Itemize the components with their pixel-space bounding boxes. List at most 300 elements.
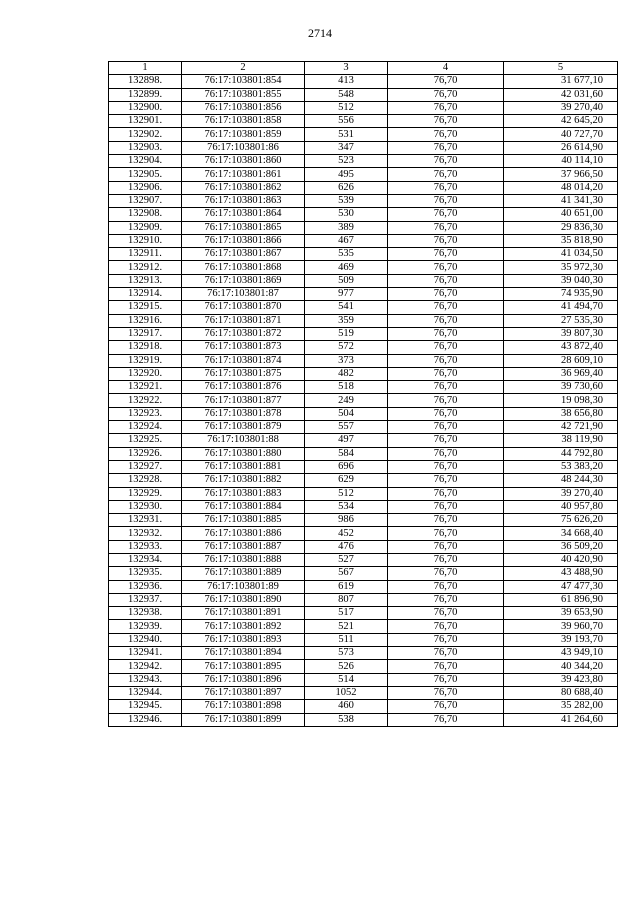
amount-cell: 39 423,80	[504, 673, 618, 686]
cadastral-number-cell: 76:17:103801:871	[182, 314, 305, 327]
rate-cell: 76,70	[388, 607, 504, 620]
table-body	[109, 75, 618, 727]
column-header-3: 3	[305, 62, 388, 75]
cadastral-number-cell: 76:17:103801:855	[182, 88, 305, 101]
area-cell: 629	[305, 474, 388, 487]
table-row	[109, 327, 618, 340]
table-row	[109, 487, 618, 500]
header-row	[109, 62, 618, 75]
area-cell: 531	[305, 128, 388, 141]
cadastral-number-cell: 76:17:103801:864	[182, 208, 305, 221]
rate-cell: 76,70	[388, 647, 504, 660]
row-number-cell: 132946.	[109, 713, 182, 726]
row-number-cell: 132930.	[109, 500, 182, 513]
amount-cell: 28 609,10	[504, 354, 618, 367]
row-number-cell: 132918.	[109, 341, 182, 354]
table-row	[109, 128, 618, 141]
amount-cell: 38 656,80	[504, 407, 618, 420]
area-cell: 512	[305, 487, 388, 500]
rate-cell: 76,70	[388, 168, 504, 181]
row-number-cell: 132942.	[109, 660, 182, 673]
cadastral-number-cell: 76:17:103801:854	[182, 75, 305, 88]
cadastral-number-cell: 76:17:103801:897	[182, 686, 305, 699]
rate-cell: 76,70	[388, 567, 504, 580]
amount-cell: 39 960,70	[504, 620, 618, 633]
table-row	[109, 314, 618, 327]
rate-cell: 76,70	[388, 686, 504, 699]
cadastral-number-cell: 76:17:103801:890	[182, 593, 305, 606]
amount-cell: 29 836,30	[504, 221, 618, 234]
cadastral-number-cell: 76:17:103801:895	[182, 660, 305, 673]
cadastral-number-cell: 76:17:103801:892	[182, 620, 305, 633]
rate-cell: 76,70	[388, 500, 504, 513]
rate-cell: 76,70	[388, 261, 504, 274]
column-header-1: 1	[109, 62, 182, 75]
rate-cell: 76,70	[388, 434, 504, 447]
rate-cell: 76,70	[388, 633, 504, 646]
cadastral-number-cell: 76:17:103801:872	[182, 327, 305, 340]
cadastral-number-cell: 76:17:103801:880	[182, 447, 305, 460]
amount-cell: 40 651,00	[504, 208, 618, 221]
rate-cell: 76,70	[388, 660, 504, 673]
amount-cell: 41 341,30	[504, 194, 618, 207]
cadastral-number-cell: 76:17:103801:868	[182, 261, 305, 274]
area-cell: 518	[305, 381, 388, 394]
rate-cell: 76,70	[388, 713, 504, 726]
cadastral-number-cell: 76:17:103801:889	[182, 567, 305, 580]
row-number-cell: 132916.	[109, 314, 182, 327]
area-cell: 584	[305, 447, 388, 460]
column-header-4: 4	[388, 62, 504, 75]
table-row	[109, 234, 618, 247]
row-number-cell: 132913.	[109, 274, 182, 287]
rate-cell: 76,70	[388, 394, 504, 407]
cadastral-number-cell: 76:17:103801:862	[182, 181, 305, 194]
amount-cell: 39 807,30	[504, 327, 618, 340]
amount-cell: 48 014,20	[504, 181, 618, 194]
row-number-cell: 132902.	[109, 128, 182, 141]
amount-cell: 40 114,10	[504, 155, 618, 168]
amount-cell: 74 935,90	[504, 288, 618, 301]
amount-cell: 39 040,30	[504, 274, 618, 287]
amount-cell: 39 270,40	[504, 487, 618, 500]
cadastral-number-cell: 76:17:103801:878	[182, 407, 305, 420]
area-cell: 626	[305, 181, 388, 194]
rate-cell: 76,70	[388, 234, 504, 247]
table-row	[109, 248, 618, 261]
rate-cell: 76,70	[388, 327, 504, 340]
table-row	[109, 261, 618, 274]
table-row	[109, 181, 618, 194]
row-number-cell: 132932.	[109, 527, 182, 540]
table-row	[109, 540, 618, 553]
rate-cell: 76,70	[388, 527, 504, 540]
cadastral-number-cell: 76:17:103801:881	[182, 460, 305, 473]
area-cell: 573	[305, 647, 388, 660]
amount-cell: 37 966,50	[504, 168, 618, 181]
area-cell: 548	[305, 88, 388, 101]
table-row	[109, 221, 618, 234]
area-cell: 556	[305, 115, 388, 128]
area-cell: 460	[305, 700, 388, 713]
table-row	[109, 460, 618, 473]
table-row	[109, 686, 618, 699]
cadastral-number-cell: 76:17:103801:888	[182, 553, 305, 566]
cadastral-number-cell: 76:17:103801:893	[182, 633, 305, 646]
cadastral-number-cell: 76:17:103801:899	[182, 713, 305, 726]
rate-cell: 76,70	[388, 580, 504, 593]
table-row	[109, 647, 618, 660]
row-number-cell: 132899.	[109, 88, 182, 101]
rate-cell: 76,70	[388, 673, 504, 686]
area-cell: 527	[305, 553, 388, 566]
rate-cell: 76,70	[388, 194, 504, 207]
amount-cell: 35 282,00	[504, 700, 618, 713]
row-number-cell: 132917.	[109, 327, 182, 340]
rate-cell: 76,70	[388, 301, 504, 314]
row-number-cell: 132915.	[109, 301, 182, 314]
table-row	[109, 527, 618, 540]
cadastral-number-cell: 76:17:103801:869	[182, 274, 305, 287]
cadastral-number-cell: 76:17:103801:879	[182, 421, 305, 434]
area-cell: 495	[305, 168, 388, 181]
row-number-cell: 132914.	[109, 288, 182, 301]
row-number-cell: 132919.	[109, 354, 182, 367]
rate-cell: 76,70	[388, 421, 504, 434]
cadastral-number-cell: 76:17:103801:887	[182, 540, 305, 553]
area-cell: 619	[305, 580, 388, 593]
table-row	[109, 434, 618, 447]
area-cell: 557	[305, 421, 388, 434]
table-row	[109, 194, 618, 207]
page-number: 2714	[308, 26, 332, 40]
amount-cell: 39 193,70	[504, 633, 618, 646]
table-row	[109, 447, 618, 460]
area-cell: 514	[305, 673, 388, 686]
area-cell: 521	[305, 620, 388, 633]
area-cell: 359	[305, 314, 388, 327]
row-number-cell: 132908.	[109, 208, 182, 221]
table-row	[109, 208, 618, 221]
area-cell: 347	[305, 141, 388, 154]
row-number-cell: 132912.	[109, 261, 182, 274]
rate-cell: 76,70	[388, 274, 504, 287]
data-table	[108, 61, 618, 727]
cadastral-number-cell: 76:17:103801:876	[182, 381, 305, 394]
row-number-cell: 132934.	[109, 553, 182, 566]
rate-cell: 76,70	[388, 208, 504, 221]
amount-cell: 36 969,40	[504, 367, 618, 380]
cadastral-number-cell: 76:17:103801:885	[182, 514, 305, 527]
rate-cell: 76,70	[388, 155, 504, 168]
column-header-2: 2	[182, 62, 305, 75]
amount-cell: 38 119,90	[504, 434, 618, 447]
rate-cell: 76,70	[388, 381, 504, 394]
area-cell: 476	[305, 540, 388, 553]
column-header-5: 5	[504, 62, 618, 75]
table-row	[109, 620, 618, 633]
amount-cell: 26 614,90	[504, 141, 618, 154]
row-number-cell: 132924.	[109, 421, 182, 434]
amount-cell: 40 727,70	[504, 128, 618, 141]
amount-cell: 35 972,30	[504, 261, 618, 274]
rate-cell: 76,70	[388, 593, 504, 606]
area-cell: 986	[305, 514, 388, 527]
table-row	[109, 288, 618, 301]
table-row	[109, 274, 618, 287]
cadastral-number-cell: 76:17:103801:856	[182, 101, 305, 114]
amount-cell: 44 792,80	[504, 447, 618, 460]
rate-cell: 76,70	[388, 514, 504, 527]
area-cell: 517	[305, 607, 388, 620]
rate-cell: 76,70	[388, 620, 504, 633]
area-cell: 452	[305, 527, 388, 540]
table-row	[109, 141, 618, 154]
rate-cell: 76,70	[388, 487, 504, 500]
table-row	[109, 101, 618, 114]
cadastral-number-cell: 76:17:103801:886	[182, 527, 305, 540]
row-number-cell: 132900.	[109, 101, 182, 114]
cadastral-number-cell: 76:17:103801:884	[182, 500, 305, 513]
amount-cell: 40 344,20	[504, 660, 618, 673]
cadastral-number-cell: 76:17:103801:88	[182, 434, 305, 447]
area-cell: 530	[305, 208, 388, 221]
amount-cell: 39 270,40	[504, 101, 618, 114]
rate-cell: 76,70	[388, 288, 504, 301]
amount-cell: 41 034,50	[504, 248, 618, 261]
area-cell: 512	[305, 101, 388, 114]
table-row	[109, 168, 618, 181]
rate-cell: 76,70	[388, 115, 504, 128]
table-row	[109, 381, 618, 394]
cadastral-number-cell: 76:17:103801:861	[182, 168, 305, 181]
row-number-cell: 132938.	[109, 607, 182, 620]
table-row	[109, 155, 618, 168]
cadastral-number-cell: 76:17:103801:898	[182, 700, 305, 713]
cadastral-number-cell: 76:17:103801:870	[182, 301, 305, 314]
row-number-cell: 132945.	[109, 700, 182, 713]
row-number-cell: 132921.	[109, 381, 182, 394]
table-row	[109, 567, 618, 580]
table-header	[109, 62, 618, 75]
table-row	[109, 115, 618, 128]
rate-cell: 76,70	[388, 141, 504, 154]
amount-cell: 80 688,40	[504, 686, 618, 699]
amount-cell: 43 488,90	[504, 567, 618, 580]
rate-cell: 76,70	[388, 474, 504, 487]
amount-cell: 27 535,30	[504, 314, 618, 327]
amount-cell: 41 494,70	[504, 301, 618, 314]
cadastral-number-cell: 76:17:103801:87	[182, 288, 305, 301]
row-number-cell: 132940.	[109, 633, 182, 646]
row-number-cell: 132943.	[109, 673, 182, 686]
table-row	[109, 514, 618, 527]
amount-cell: 42 645,20	[504, 115, 618, 128]
area-cell: 526	[305, 660, 388, 673]
table-row	[109, 301, 618, 314]
amount-cell: 19 098,30	[504, 394, 618, 407]
table-row	[109, 474, 618, 487]
area-cell: 497	[305, 434, 388, 447]
amount-cell: 47 477,30	[504, 580, 618, 593]
area-cell: 538	[305, 713, 388, 726]
row-number-cell: 132905.	[109, 168, 182, 181]
area-cell: 373	[305, 354, 388, 367]
area-cell: 249	[305, 394, 388, 407]
area-cell: 389	[305, 221, 388, 234]
table-row	[109, 367, 618, 380]
table-row	[109, 75, 618, 88]
rate-cell: 76,70	[388, 341, 504, 354]
area-cell: 413	[305, 75, 388, 88]
row-number-cell: 132925.	[109, 434, 182, 447]
area-cell: 482	[305, 367, 388, 380]
rate-cell: 76,70	[388, 407, 504, 420]
table-row	[109, 660, 618, 673]
area-cell: 504	[305, 407, 388, 420]
row-number-cell: 132910.	[109, 234, 182, 247]
row-number-cell: 132935.	[109, 567, 182, 580]
rate-cell: 76,70	[388, 88, 504, 101]
table-row	[109, 421, 618, 434]
row-number-cell: 132936.	[109, 580, 182, 593]
row-number-cell: 132906.	[109, 181, 182, 194]
rate-cell: 76,70	[388, 447, 504, 460]
table-row	[109, 553, 618, 566]
row-number-cell: 132923.	[109, 407, 182, 420]
amount-cell: 43 872,40	[504, 341, 618, 354]
amount-cell: 53 383,20	[504, 460, 618, 473]
rate-cell: 76,70	[388, 75, 504, 88]
amount-cell: 36 509,20	[504, 540, 618, 553]
rate-cell: 76,70	[388, 101, 504, 114]
cadastral-number-cell: 76:17:103801:865	[182, 221, 305, 234]
cadastral-number-cell: 76:17:103801:882	[182, 474, 305, 487]
table-row	[109, 500, 618, 513]
amount-cell: 39 653,90	[504, 607, 618, 620]
row-number-cell: 132929.	[109, 487, 182, 500]
row-number-cell: 132931.	[109, 514, 182, 527]
row-number-cell: 132922.	[109, 394, 182, 407]
cadastral-number-cell: 76:17:103801:863	[182, 194, 305, 207]
row-number-cell: 132920.	[109, 367, 182, 380]
row-number-cell: 132926.	[109, 447, 182, 460]
area-cell: 977	[305, 288, 388, 301]
table-row	[109, 88, 618, 101]
amount-cell: 42 031,60	[504, 88, 618, 101]
row-number-cell: 132933.	[109, 540, 182, 553]
table-row	[109, 341, 618, 354]
amount-cell: 39 730,60	[504, 381, 618, 394]
cadastral-number-cell: 76:17:103801:86	[182, 141, 305, 154]
row-number-cell: 132903.	[109, 141, 182, 154]
cadastral-number-cell: 76:17:103801:89	[182, 580, 305, 593]
rate-cell: 76,70	[388, 221, 504, 234]
row-number-cell: 132904.	[109, 155, 182, 168]
amount-cell: 31 677,10	[504, 75, 618, 88]
cadastral-number-cell: 76:17:103801:859	[182, 128, 305, 141]
table-row	[109, 407, 618, 420]
row-number-cell: 132927.	[109, 460, 182, 473]
amount-cell: 40 420,90	[504, 553, 618, 566]
cadastral-number-cell: 76:17:103801:858	[182, 115, 305, 128]
cadastral-number-cell: 76:17:103801:894	[182, 647, 305, 660]
rate-cell: 76,70	[388, 314, 504, 327]
area-cell: 469	[305, 261, 388, 274]
row-number-cell: 132928.	[109, 474, 182, 487]
rate-cell: 76,70	[388, 128, 504, 141]
table-row	[109, 354, 618, 367]
table-row	[109, 593, 618, 606]
cadastral-number-cell: 76:17:103801:873	[182, 341, 305, 354]
cadastral-number-cell: 76:17:103801:866	[182, 234, 305, 247]
row-number-cell: 132901.	[109, 115, 182, 128]
table-row	[109, 713, 618, 726]
rate-cell: 76,70	[388, 460, 504, 473]
area-cell: 509	[305, 274, 388, 287]
table-row	[109, 394, 618, 407]
cadastral-number-cell: 76:17:103801:860	[182, 155, 305, 168]
area-cell: 523	[305, 155, 388, 168]
table-row	[109, 673, 618, 686]
rate-cell: 76,70	[388, 367, 504, 380]
area-cell: 467	[305, 234, 388, 247]
area-cell: 807	[305, 593, 388, 606]
table-row	[109, 607, 618, 620]
amount-cell: 35 818,90	[504, 234, 618, 247]
table-row	[109, 700, 618, 713]
row-number-cell: 132937.	[109, 593, 182, 606]
cadastral-number-cell: 76:17:103801:877	[182, 394, 305, 407]
rate-cell: 76,70	[388, 248, 504, 261]
row-number-cell: 132941.	[109, 647, 182, 660]
cadastral-number-cell: 76:17:103801:896	[182, 673, 305, 686]
area-cell: 572	[305, 341, 388, 354]
row-number-cell: 132898.	[109, 75, 182, 88]
area-cell: 696	[305, 460, 388, 473]
row-number-cell: 132909.	[109, 221, 182, 234]
cadastral-number-cell: 76:17:103801:874	[182, 354, 305, 367]
table-row	[109, 633, 618, 646]
amount-cell: 40 957,80	[504, 500, 618, 513]
amount-cell: 75 626,20	[504, 514, 618, 527]
amount-cell: 48 244,30	[504, 474, 618, 487]
area-cell: 541	[305, 301, 388, 314]
area-cell: 535	[305, 248, 388, 261]
amount-cell: 41 264,60	[504, 713, 618, 726]
row-number-cell: 132944.	[109, 686, 182, 699]
rate-cell: 76,70	[388, 553, 504, 566]
cadastral-number-cell: 76:17:103801:891	[182, 607, 305, 620]
amount-cell: 34 668,40	[504, 527, 618, 540]
row-number-cell: 132911.	[109, 248, 182, 261]
area-cell: 1052	[305, 686, 388, 699]
area-cell: 567	[305, 567, 388, 580]
cadastral-number-cell: 76:17:103801:875	[182, 367, 305, 380]
rate-cell: 76,70	[388, 700, 504, 713]
area-cell: 534	[305, 500, 388, 513]
row-number-cell: 132939.	[109, 620, 182, 633]
area-cell: 511	[305, 633, 388, 646]
rate-cell: 76,70	[388, 540, 504, 553]
row-number-cell: 132907.	[109, 194, 182, 207]
amount-cell: 42 721,90	[504, 421, 618, 434]
rate-cell: 76,70	[388, 181, 504, 194]
cadastral-number-cell: 76:17:103801:867	[182, 248, 305, 261]
amount-cell: 43 949,10	[504, 647, 618, 660]
area-cell: 539	[305, 194, 388, 207]
cadastral-number-cell: 76:17:103801:883	[182, 487, 305, 500]
